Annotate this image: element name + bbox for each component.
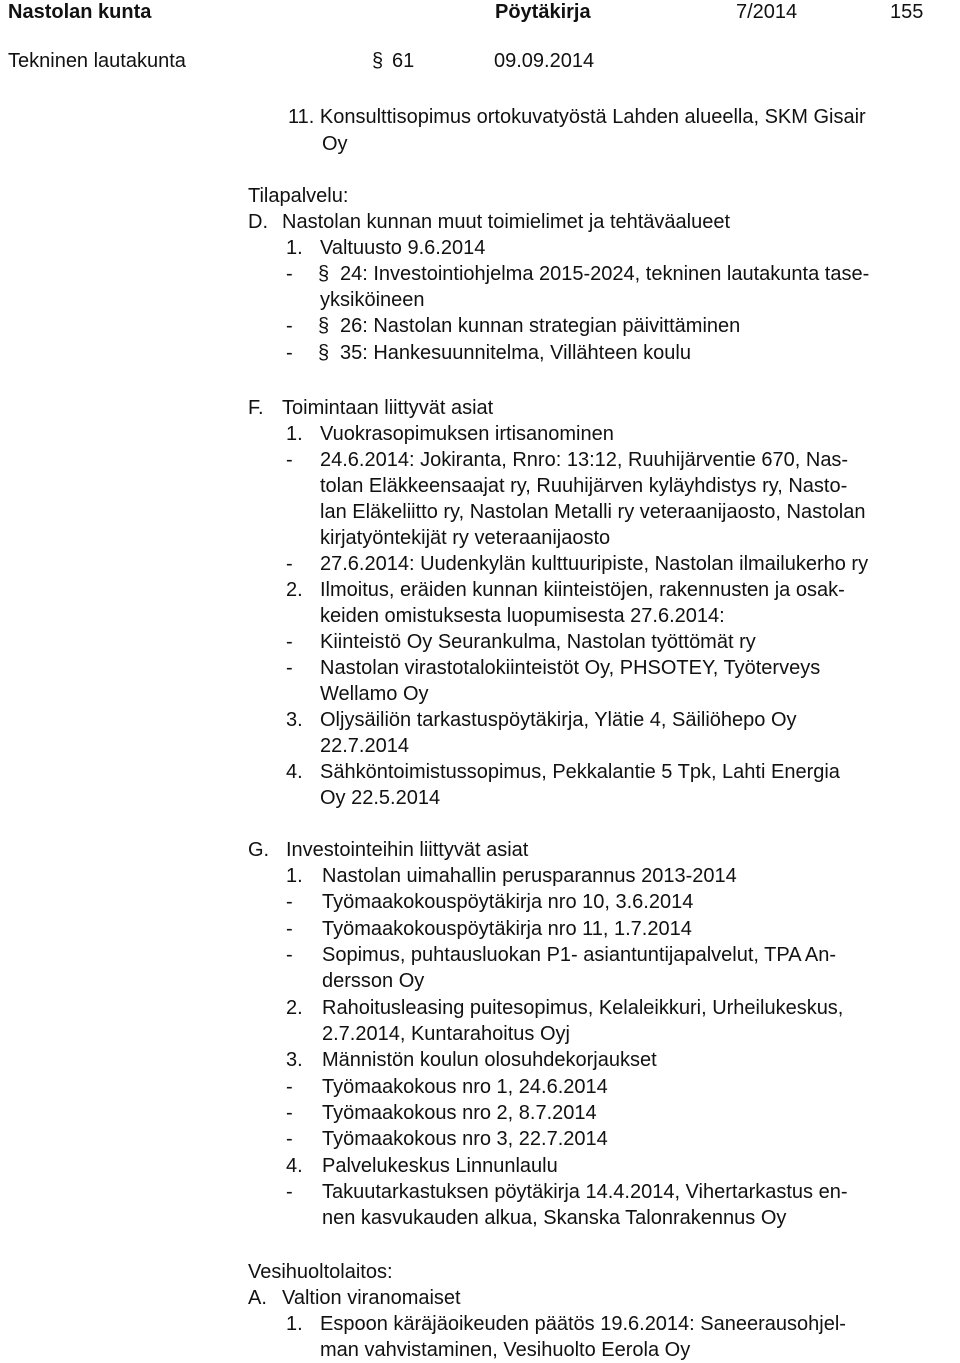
valtuusto-number: 1.: [286, 237, 303, 259]
bullet-dash: -: [286, 553, 293, 575]
f-item3-line2: 22.7.2014: [320, 735, 409, 757]
section-f-letter: F.: [248, 397, 264, 419]
list-number: 1.: [286, 423, 303, 445]
section-d-heading: Nastolan kunnan muut toimielimet ja tehtäväalueet: [282, 211, 731, 233]
bullet-dash: -: [286, 944, 293, 966]
bullet-dash: -: [286, 449, 293, 471]
f-item2-line2: keiden omistuksesta luopumisesta 27.6.2014:: [320, 605, 725, 627]
valtuusto-item-26: 26: Nastolan kunnan strategian päivittäminen: [340, 315, 741, 337]
g-item2-line1: Rahoitusleasing puitesopimus, Kelaleikkuri, Urheilukeskus,: [322, 997, 844, 1019]
list-number: 3.: [286, 709, 303, 731]
section-sign: §: [318, 315, 330, 337]
section-f-heading: Toimintaan liittyvät asiat: [282, 397, 494, 419]
bullet-dash: -: [286, 1128, 293, 1150]
bullet-dash: -: [286, 891, 293, 913]
board-name: Tekninen lautakunta: [8, 50, 186, 72]
meeting-date: 09.09.2014: [494, 50, 595, 72]
f-item4-line1: Sähköntoimistussopimus, Pekkalantie 5 Tpk, Lahti Energia: [320, 761, 840, 783]
list-number: 3.: [286, 1049, 303, 1071]
g-item3-text: Männistön koulun olosuhdekorjaukset: [322, 1049, 657, 1071]
f-item1-sub1-line1: 24.6.2014: Jokiranta, Rnro: 13:12, Ruuhijärventie 670, Nas-: [320, 449, 849, 471]
bullet-dash: -: [286, 1102, 293, 1124]
section-g-heading: Investointeihin liittyvät asiat: [286, 839, 529, 861]
g-item4-sub-line1: Takuutarkastuksen pöytäkirja 14.4.2014, Vihertarkastus en-: [322, 1181, 848, 1203]
list-number: 1.: [286, 865, 303, 887]
section-number: 61: [392, 50, 415, 72]
list-number: 4.: [286, 761, 303, 783]
bullet-dash: -: [286, 342, 293, 364]
f-item1-sub2: 27.6.2014: Uudenkylän kulttuuripiste, Nastolan ilmailukerho ry: [320, 553, 869, 575]
bullet-dash: -: [286, 1076, 293, 1098]
g-item3-sub2: Työmaakokous nro 2, 8.7.2014: [322, 1102, 597, 1124]
f-item4-line2: Oy 22.5.2014: [320, 787, 441, 809]
g-item1-sub1: Työmaakokouspöytäkirja nro 10, 3.6.2014: [322, 891, 694, 913]
section-sign: §: [318, 263, 330, 285]
valtuusto-item-35: 35: Hankesuunnitelma, Villähteen koulu: [340, 342, 691, 364]
item-title-line1: 11. Konsulttisopimus ortokuvatyöstä Lahden alueella, SKM Gisair: [288, 106, 866, 128]
g-item4-text: Palvelukeskus Linnunlaulu: [322, 1155, 558, 1177]
doc-type: Pöytäkirja: [495, 1, 591, 23]
section-sign: §: [318, 342, 330, 364]
f-item1-text: Vuokrasopimuksen irtisanominen: [320, 423, 614, 445]
issue-number: 7/2014: [736, 1, 798, 23]
a-item1-line2: man vahvistaminen, Vesihuolto Eerola Oy: [320, 1339, 691, 1361]
f-item2-line1: Ilmoitus, eräiden kunnan kiinteistöjen, rakennusten ja osak-: [320, 579, 845, 601]
section-a-letter: A.: [248, 1287, 267, 1309]
a-item1-line1: Espoon käräjäoikeuden päätös 19.6.2014: Saneerausohjel-: [320, 1313, 846, 1335]
bullet-dash: -: [286, 657, 293, 679]
g-item1-sub3-line2: dersson Oy: [322, 970, 425, 992]
section-g-letter: G.: [248, 839, 270, 861]
list-number: 1.: [286, 1313, 303, 1335]
g-item4-sub-line2: nen kasvukauden alkua, Skanska Talonrakennus Oy: [322, 1207, 787, 1229]
valtuusto-heading: Valtuusto 9.6.2014: [320, 237, 486, 259]
org-name: Nastolan kunta: [8, 1, 152, 23]
f-item3-line1: Oljysäiliön tarkastuspöytäkirja, Ylätie 4, Säiliöhepo Oy: [320, 709, 797, 731]
f-item2-sub2-line1: Nastolan virastotalokiinteistöt Oy, PHSOTEY, Työterveys: [320, 657, 821, 679]
f-item1-sub1-line2: tolan Eläkkeensaajat ry, Ruuhijärven kyläyhdistys ry, Nasto-: [320, 475, 848, 497]
g-item1-text: Nastolan uimahallin perusparannus 2013-2014: [322, 865, 737, 887]
section-d-letter: D.: [248, 211, 268, 233]
item-title-line2: Oy: [322, 133, 348, 155]
bullet-dash: -: [286, 918, 293, 940]
g-item1-sub2: Työmaakokouspöytäkirja nro 11, 1.7.2014: [322, 918, 692, 940]
list-number: 2.: [286, 997, 303, 1019]
bullet-dash: -: [286, 315, 293, 337]
page-number: 155: [890, 1, 924, 23]
g-item1-sub3-line1: Sopimus, puhtausluokan P1- asiantuntijapalvelut, TPA An-: [322, 944, 837, 966]
f-item1-sub1-line3: lan Eläkeliitto ry, Nastolan Metalli ry veteraanijaosto, Nastolan: [320, 501, 866, 523]
f-item1-sub1-line4: kirjatyöntekijät ry veteraanijaosto: [320, 527, 611, 549]
vesihuolto-label: Vesihuoltolaitos:: [248, 1261, 393, 1283]
f-item2-sub2-line2: Wellamo Oy: [320, 683, 429, 705]
bullet-dash: -: [286, 1181, 293, 1203]
list-number: 2.: [286, 579, 303, 601]
g-item2-line2: 2.7.2014, Kuntarahoitus Oyj: [322, 1023, 570, 1045]
bullet-dash: -: [286, 631, 293, 653]
valtuusto-item-24-line2: yksiköineen: [320, 289, 425, 311]
valtuusto-item-24-line1: 24: Investointiohjelma 2015-2024, tekninen lautakunta tase-: [340, 263, 870, 285]
g-item3-sub3: Työmaakokous nro 3, 22.7.2014: [322, 1128, 608, 1150]
g-item3-sub1: Työmaakokous nro 1, 24.6.2014: [322, 1076, 608, 1098]
section-a-heading: Valtion viranomaiset: [282, 1287, 461, 1309]
tilapalvelu-label: Tilapalvelu:: [248, 185, 349, 207]
list-number: 4.: [286, 1155, 303, 1177]
section-sign: §: [372, 50, 384, 72]
f-item2-sub1: Kiinteistö Oy Seurankulma, Nastolan työttömät ry: [320, 631, 756, 653]
bullet-dash: -: [286, 263, 293, 285]
